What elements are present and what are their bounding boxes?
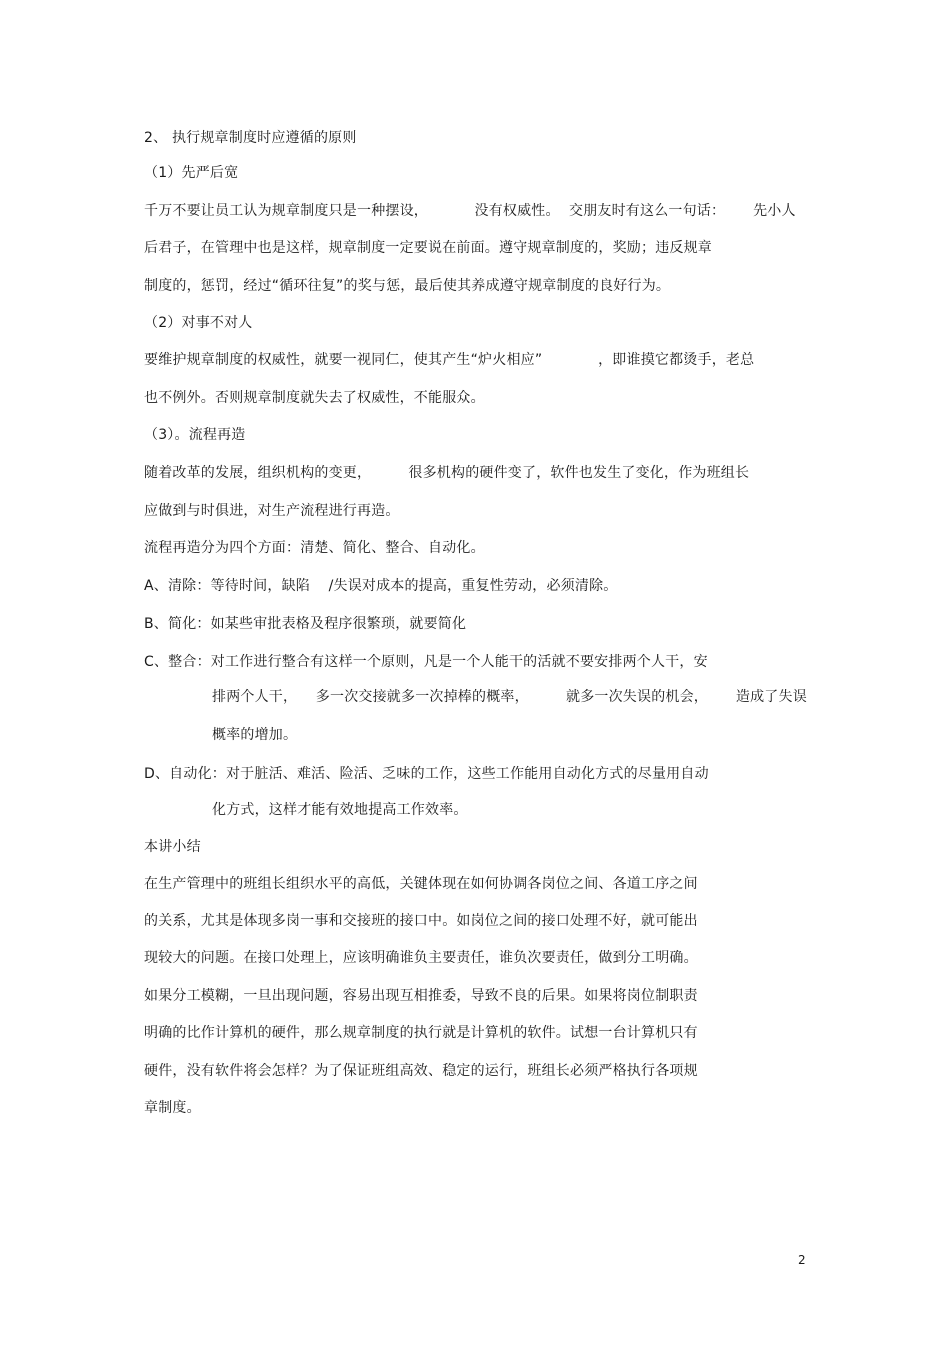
paragraph-line: 章制度。 — [144, 1100, 201, 1116]
list-item-a: A、清除：等待时间，缺陷 /失误对成本的提高，重复性劳动，必须清除。 — [144, 578, 618, 594]
page-number: 2 — [798, 1253, 806, 1267]
paragraph-line: 硬件，没有软件将会怎样？为了保证班组高效、稳定的运行，班组长必须严格执行各项规 — [144, 1063, 698, 1079]
paragraph-line: 现较大的问题。在接口处理上，应该明确谁负主要责任，谁负次要责任，做到分工明确。 — [144, 950, 698, 966]
section-heading: 2、 执行规章制度时应遵循的原则 — [144, 130, 357, 146]
paragraph-line: 在生产管理中的班组长组织水平的高低，关键体现在如何协调各岗位之间、各道工序之间 — [144, 876, 698, 892]
list-item-c-continuation: 排两个人干， 多一次交接就多一次掉棒的概率， 就多一次失误的机会， 造成了失误 — [212, 689, 807, 705]
list-item-c: C、整合：对工作进行整合有这样一个原则，凡是一个人能干的活就不要安排两个人干，安 — [144, 654, 708, 670]
list-item-b: B、简化：如某些审批表格及程序很繁琐，就要简化 — [144, 616, 467, 632]
paragraph-line: 后君子，在管理中也是这样，规章制度一定要说在前面。遵守规章制度的，奖励；违反规章 — [144, 240, 712, 256]
summary-heading: 本讲小结 — [144, 839, 201, 855]
subsection-heading: （1）先严后宽 — [144, 165, 239, 181]
subsection-heading: （3）。流程再造 — [144, 427, 246, 443]
list-item-d-continuation: 化方式，这样才能有效地提高工作效率。 — [212, 802, 468, 818]
paragraph-line: 千万不要让员工认为规章制度只是一种摆设， 没有权威性。 交朋友时有这么一句话： 先小人 — [144, 203, 796, 219]
paragraph-line: 要维护规章制度的权威性，就要一视同仁，使其产生“炉火相应” ，即谁摸它都烫手，老总 — [144, 352, 755, 368]
paragraph-line: 如果分工模糊，一旦出现问题，容易出现互相推委，导致不良的后果。如果将岗位制职责 — [144, 988, 698, 1004]
list-item-c-continuation: 概率的增加。 — [212, 727, 298, 743]
paragraph-line: 的关系，尤其是体现多岗一事和交接班的接口中。如岗位之间的接口处理不好，就可能出 — [144, 913, 698, 929]
paragraph-line: 随着改革的发展，组织机构的变更， 很多机构的硬件变了，软件也发生了变化，作为班组长 — [144, 465, 750, 481]
subsection-heading: （2）对事不对人 — [144, 315, 253, 331]
paragraph-line: 也不例外。否则规章制度就失去了权威性，不能服众。 — [144, 390, 485, 406]
paragraph-line: 流程再造分为四个方面：清楚、简化、整合、自动化。 — [144, 540, 485, 556]
paragraph-line: 明确的比作计算机的硬件，那么规章制度的执行就是计算机的软件。试想一台计算机只有 — [144, 1025, 698, 1041]
paragraph-line: 制度的，惩罚，经过“循环往复”的奖与惩，最后使其养成遵守规章制度的良好行为。 — [144, 278, 671, 294]
list-item-d: D、自动化：对于脏活、难活、险活、乏味的工作，这些工作能用自动化方式的尽量用自动 — [144, 766, 709, 782]
paragraph-line: 应做到与时俱进，对生产流程进行再造。 — [144, 503, 400, 519]
